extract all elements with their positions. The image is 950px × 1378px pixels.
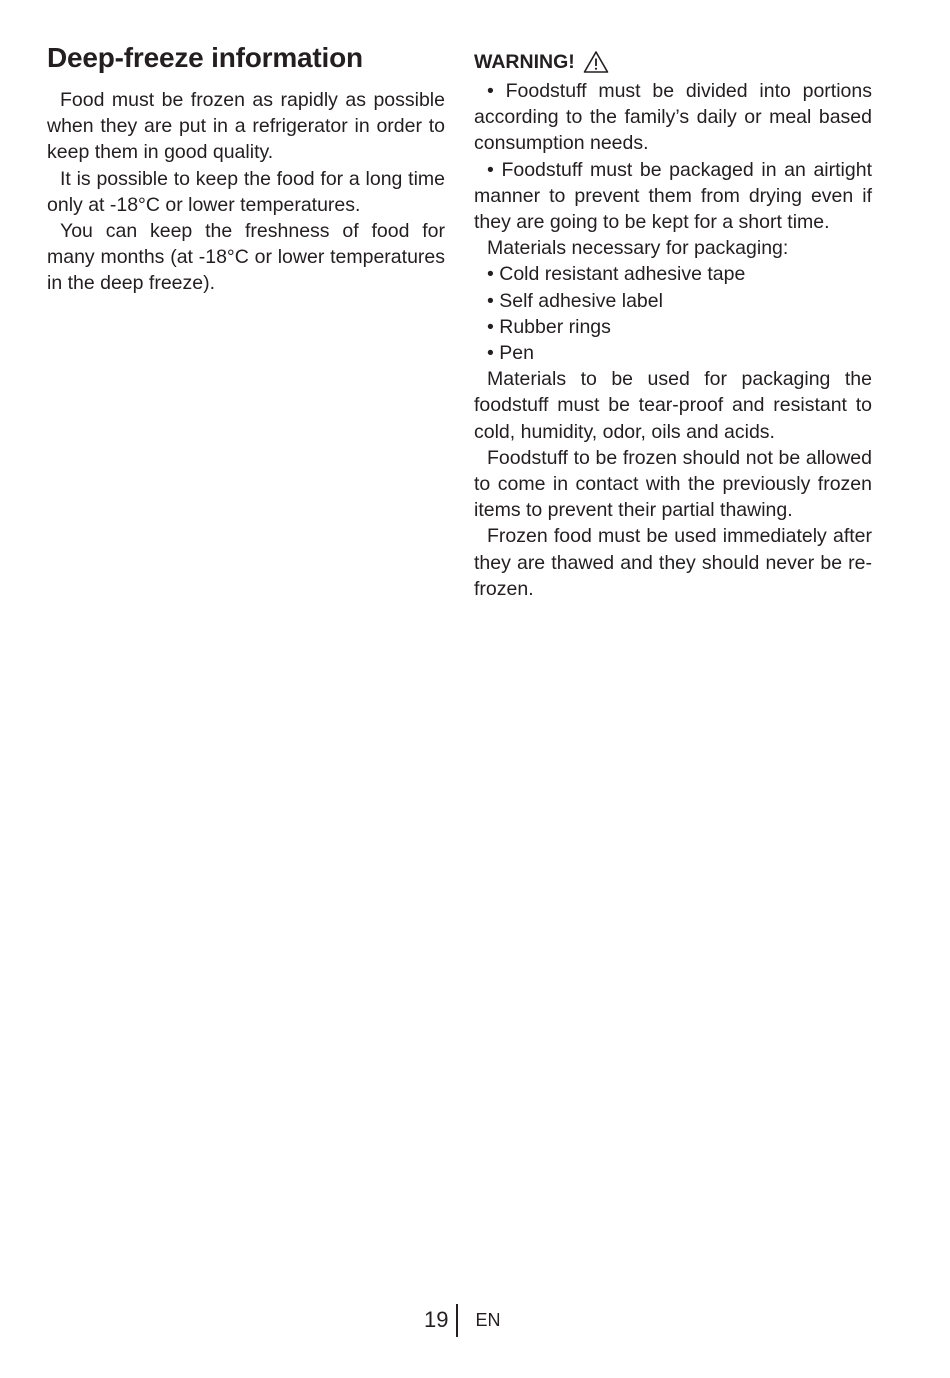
materials-list-item: • Rubber rings (487, 315, 611, 338)
right-column (474, 46, 872, 602)
paragraph: Foodstuff to be frozen should not be allowed to come in contact with the previously frozen items to prevent their partial thawing. (474, 446, 872, 522)
warning-bullet: • Foodstuff must be packaged in an airtight manner to prevent them from drying even if they are going to be kept for a short time. (474, 158, 872, 234)
materials-list-item: • Pen (487, 342, 534, 365)
left-column (47, 40, 445, 297)
paragraph: You can keep the freshness of food for many months (at -18°C or lower temperatures in the deep freeze). (47, 220, 445, 295)
warning-header (474, 46, 872, 78)
footer-divider (456, 1304, 458, 1337)
language-code: EN (475, 1310, 501, 1330)
warning-triangle-icon (583, 50, 609, 74)
warning-title: WARNING! (474, 51, 575, 73)
materials-list-item: • Self adhesive label (487, 289, 663, 312)
section-heading: Deep-freeze information (47, 42, 363, 73)
materials-list-item: • Cold resistant adhesive tape (487, 263, 746, 286)
paragraph: Materials to be used for packaging the foodstuff must be tear-proof and resistant to cold, humidity, odor, oils and acids. (474, 368, 872, 443)
page-footer (424, 1302, 501, 1338)
materials-intro: Materials necessary for packaging: (487, 237, 789, 260)
page-number: 19 (424, 1307, 449, 1332)
warning-bullet: • Foodstuff must be divided into portions according to the family’s daily or meal based consumption needs. (474, 80, 872, 155)
paragraph: Frozen food must be used immediately after they are thawed and they should never be re-frozen. (474, 525, 872, 600)
paragraph: Food must be frozen as rapidly as possible when they are put in a refrigerator in order to keep them in good quality. (47, 89, 445, 164)
paragraph: It is possible to keep the food for a long time only at -18°C or lower temperatures. (47, 167, 445, 216)
